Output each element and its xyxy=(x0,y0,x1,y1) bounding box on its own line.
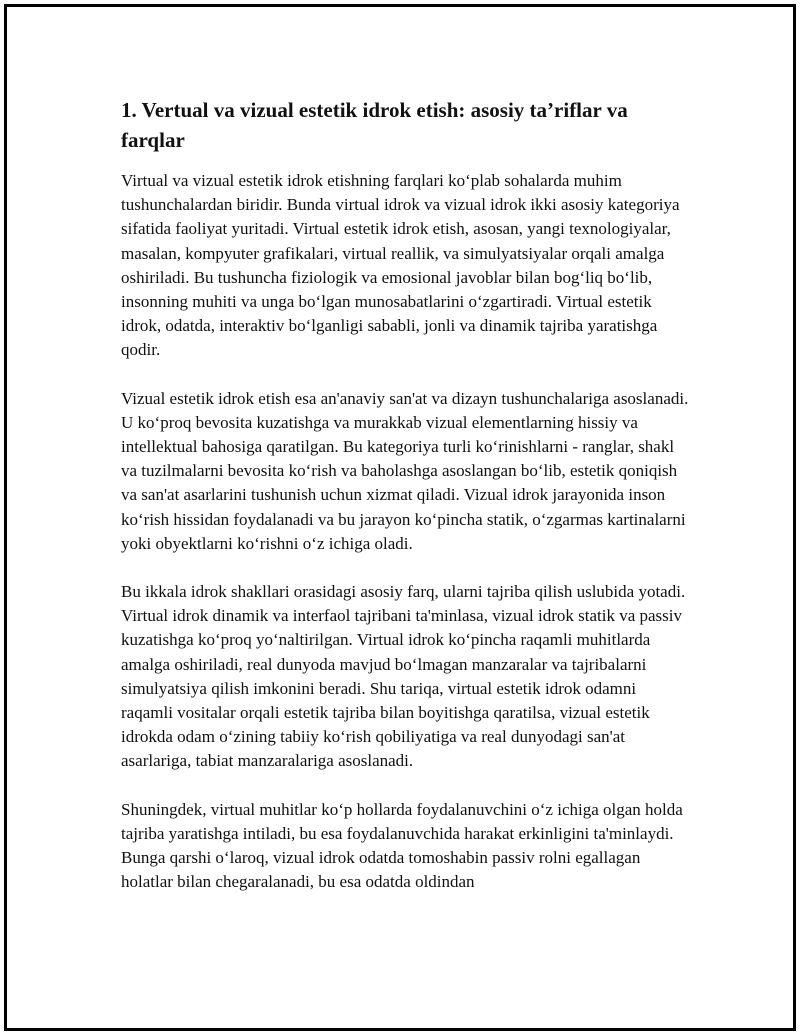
page-frame xyxy=(4,4,796,1031)
document-body xyxy=(121,95,691,918)
paragraph-4: Shuningdek, virtual muhitlar koʻp hollarda foydalanuvchini oʻz ichiga olgan holda tajriba yaratishga intiladi, bu esa foydalanuvchida harakat erkinligini ta'minlaydi. Bunga qarshi oʻlaroq, vizual idrok odatda tomoshabin passiv rolni egallagan holatlar bilan chegaralanadi, bu esa odatda oldindan xyxy=(121,799,683,892)
paragraph-2: Vizual estetik idrok etish esa an'anaviy san'at va dizayn tushunchalariga asoslanadi. U koʻproq bevosita kuzatishga va murakkab vizual elementlarning hissiy va intellektual bahosiga qaratilgan. Bu kategoriya turli koʻrinishlarni - ranglar, shakl va tuzilmalarni bevosita koʻrish va baholashga asoslangan boʻlib, estetik qoniqish va san'at asarlarini tushunish uchun xizmat qiladi. Vizual idrok jarayonida inson koʻrish hissidan foydalanadi va bu jarayon koʻpincha statik, oʻzgarmas kartinalarni yoki obyektlarni koʻrishni oʻz ichiga oladi. xyxy=(121,388,689,553)
section-heading: 1. Vertual va vizual estetik idrok etish: asosiy ta’riflar va farqlar xyxy=(121,98,628,152)
paragraph-1: Virtual va vizual estetik idrok etishning farqlari koʻplab sohalarda muhim tushunchalardan biridir. Bunda virtual idrok va vizual idrok ikki asosiy kategoriya sifatida faoliyat yuritadi. Virtual estetik idrok etish, asosan, yangi texnologiyalar, masalan, kompyuter grafikalari, virtual reallik, va simulyatsiyalar orqali amalga oshiriladi. Bu tushuncha fiziologik va emosional javoblar bilan bogʻliq boʻlib, insonning muhiti va unga boʻlgan munosabatlarini oʻzgartiradi. Virtual estetik idrok, odatda, interaktiv boʻlganligi sababli, jonli va dinamik tajriba yaratishga qodir. xyxy=(121,171,680,360)
paragraph-3: Bu ikkala idrok shakllari orasidagi asosiy farq, ularni tajriba qilish uslubida yotadi. Virtual idrok dinamik va interfaol tajribani ta'minlasa, vizual idrok statik va passiv kuzatishga koʻproq yoʻnaltirilgan. Virtual idrok koʻpincha raqamli muhitlarda amalga oshiriladi, real dunyoda mavjud boʻlmagan manzaralar va tajribalarni simulyatsiya qilish imkonini beradi. Shu tariqa, virtual estetik idrok odamni raqamli vositalar orqali estetik tajriba bilan boyitishga qaratilsa, vizual estetik idrokda odam oʻzining tabiiy koʻrish qobiliyatiga va real dunyodagi san'at asarlariga, tabiat manzaralariga asoslanadi. xyxy=(121,582,686,771)
